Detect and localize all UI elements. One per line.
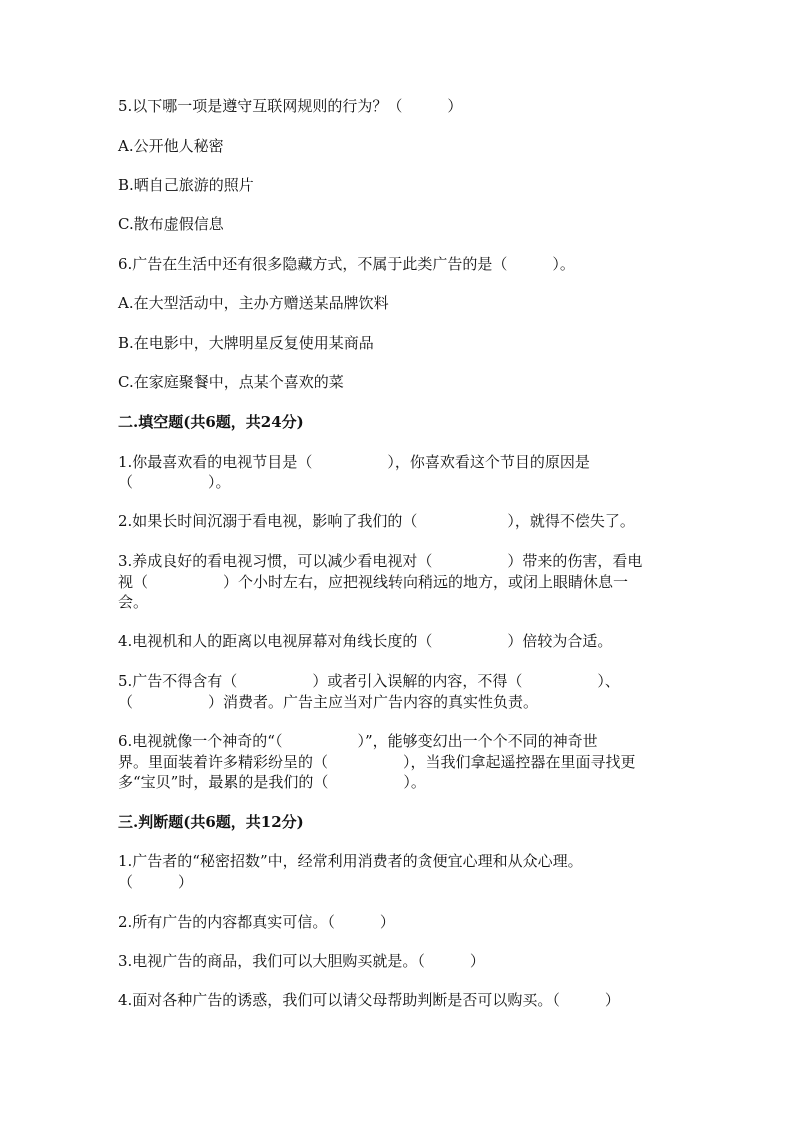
fill-q2-line-1: 2.如果长时间沉溺于看电视，影响了我们的（ ），就得不偿失了。 xyxy=(118,512,635,530)
question-5-stem: 5.以下哪一项是遵守互联网规则的行为？（ ） xyxy=(118,97,463,115)
fill-q6-line-1: 6.电视就像一个神奇的“（ ）”，能够变幻出一个个不同的神奇世 xyxy=(118,732,598,750)
fill-q1-line-1: 1.你最喜欢看的电视节目是（ ），你喜欢看这个节目的原因是 xyxy=(118,453,590,471)
question-6-option-a: A.在大型活动中，主办方赠送某品牌饮料 xyxy=(118,294,389,312)
judge-q4-line-1: 4.面对各种广告的诱惑，我们可以请父母帮助判断是否可以购买。（ ） xyxy=(118,991,620,1009)
fill-q6-line-3: 多“宝贝”时，最累的是我们的（ ）。 xyxy=(118,773,426,791)
fill-q3-line-3: 会。 xyxy=(118,593,149,611)
fill-q5-line-1: 5.广告不得含有（ ）或者引入误解的内容，不得（ ）、 xyxy=(118,672,620,690)
judge-q3-line-1: 3.电视广告的商品，我们可以大胆购买就是。（ ） xyxy=(118,952,485,970)
question-6-stem: 6.广告在生活中还有很多隐藏方式，不属于此类广告的是（ ）。 xyxy=(118,255,575,273)
section-2-heading: 二.填空题(共6题，共24分) xyxy=(118,413,304,431)
fill-q5-line-2: （ ）消费者。广告主应当对广告内容的真实性负责。 xyxy=(118,693,539,711)
judge-q1-line-2: （ ） xyxy=(118,873,194,891)
section-3-heading: 三.判断题(共6题，共12分) xyxy=(118,813,304,831)
question-6-option-c: C.在家庭聚餐中，点某个喜欢的菜 xyxy=(118,373,344,391)
judge-q2-line-1: 2.所有广告的内容都真实可信。（ ） xyxy=(118,913,395,931)
judge-q1-line-1: 1.广告者的“秘密招数”中，经常利用消费者的贪便宜心理和从众心理。 xyxy=(118,852,583,870)
fill-q3-line-1: 3.养成良好的看电视习惯，可以减少看电视对（ ）带来的伤害，看电 xyxy=(118,552,643,570)
fill-q1-line-2: （ ）。 xyxy=(118,473,231,491)
question-5-option-b: B.晒自己旅游的照片 xyxy=(118,176,254,194)
fill-q3-line-2: 视（ ）个小时左右，应把视线转向稍远的地方，或闭上眼睛休息一 xyxy=(118,573,629,591)
question-5-option-a: A.公开他人秘密 xyxy=(118,137,224,155)
question-5-option-c: C.散布虚假信息 xyxy=(118,215,224,233)
question-6-option-b: B.在电影中，大牌明星反复使用某商品 xyxy=(118,334,374,352)
fill-q4-line-1: 4.电视机和人的距离以电视屏幕对角线长度的（ ）倍较为合适。 xyxy=(118,632,613,650)
fill-q6-line-2: 界。里面装着许多精彩纷呈的（ ），当我们拿起遥控器在里面寻找更 xyxy=(118,753,636,771)
